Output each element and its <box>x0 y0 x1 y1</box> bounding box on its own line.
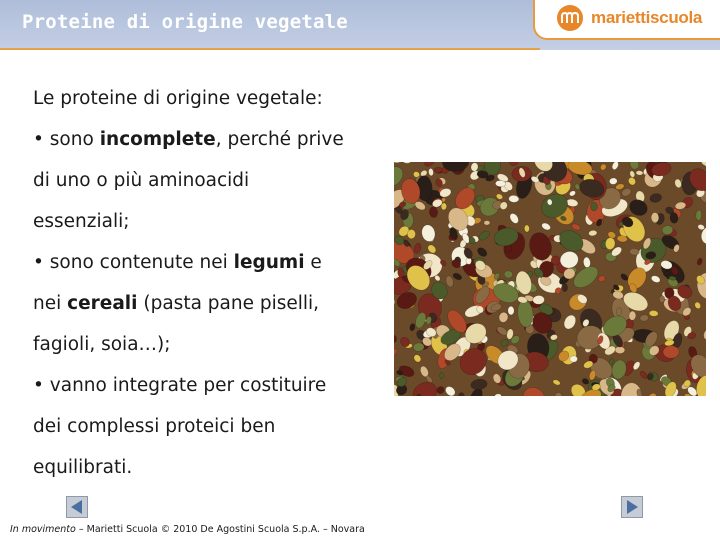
header-divider <box>0 48 540 50</box>
footer-series-title: In movimento <box>10 524 76 535</box>
legumes-photo <box>394 162 706 396</box>
arrow-right-icon <box>622 497 642 517</box>
keyword-incomplete: incomplete <box>99 129 216 150</box>
bullet-2-line-1: • sono contenute nei legumi e <box>33 252 322 273</box>
bullet-1-line-1: • sono incomplete, perché prive <box>33 129 344 150</box>
keyword-legumi: legumi <box>233 252 305 273</box>
bullet-1-line-3: essenziali; <box>33 211 130 232</box>
footer-copyright: In movimento – Marietti Scuola © 2010 De Agostini Scuola S.p.A. – Novara <box>10 524 365 535</box>
bullet-2-line-3: fagioli, soia…); <box>33 334 171 355</box>
bullet-3-line-3: equilibrati. <box>33 457 133 478</box>
brand-name: mariettiscuola <box>591 8 703 27</box>
keyword-cereali: cereali <box>67 293 138 314</box>
slide-content <box>33 78 393 488</box>
arrow-left-icon <box>67 497 87 517</box>
previous-slide-button[interactable] <box>66 496 88 518</box>
bullet-3-line-1: • vanno integrate per costituire <box>33 375 327 396</box>
bullet-3-line-2: dei complessi proteici ben <box>33 416 276 437</box>
bullet-2-line-2: nei cereali (pasta pane piselli, <box>33 293 320 314</box>
legumes-illustration <box>394 162 706 396</box>
intro-text: Le proteine di origine vegetale: <box>33 88 323 109</box>
bullet-1-line-2: di uno o più aminoacidi <box>33 170 250 191</box>
page-title: Proteine di origine vegetale <box>22 11 348 33</box>
brand-logo <box>533 0 720 40</box>
next-slide-button[interactable] <box>621 496 643 518</box>
marietti-logo-icon <box>557 5 583 31</box>
